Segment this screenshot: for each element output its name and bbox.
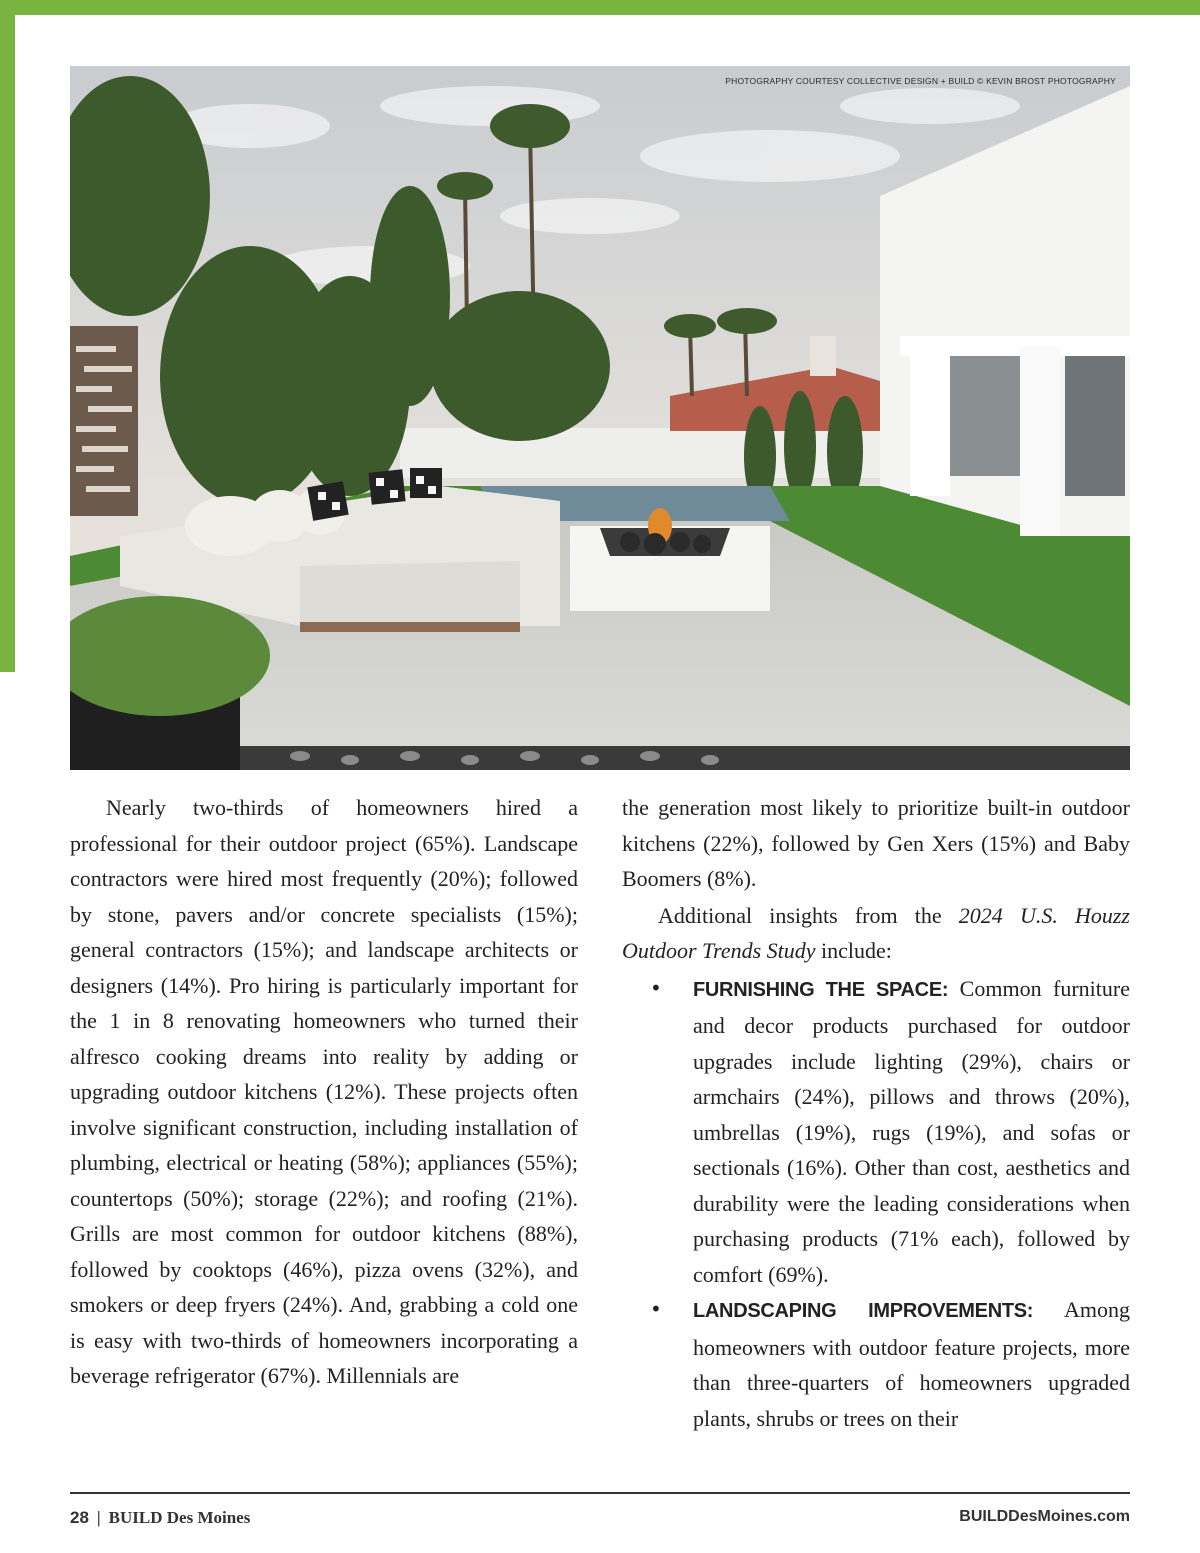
publication-name: BUILD Des Moines xyxy=(108,1508,251,1527)
bullet-text: Among homeowners with outdoor feature projects, more than three-quarters of homeowners upgraded plants, shrubs or trees on their xyxy=(693,1297,1130,1431)
page-number: 28 xyxy=(70,1508,89,1527)
top-accent-bar xyxy=(0,0,1200,15)
footer-rule xyxy=(70,1492,1130,1494)
footer-website: BUILDDesMoines.com xyxy=(959,1508,1130,1525)
side-accent-bar xyxy=(0,0,15,672)
body-paragraph: Nearly two-thirds of homeowners hired a professional for their outdoor project (65%). Landscape contractors were hired most frequently (20%); followed by stone, pavers and/or concrete specialists (15%); general contractors (15%); and landscape architects or designers (14%). Pro hiring is particularly important for the 1 in 8 renovating homeowners who turned their alfresco cooking dreams into reality by adding or upgrading outdoor kitchens (12%). These projects often involve significant construction, including installation of plumbing, electrical or heating (58%); appliances (55%); countertops (50%); storage (22%); and roofing (21%). Grills are most common for outdoor kitchens (88%), followed by cooktops (46%), pizza ovens (32%), and smokers or deep fryers (24%). And, grabbing a cold one is easy with two-thirds of homeowners incorporating a beverage refrigerator (67%). Millennials are xyxy=(70,795,578,1388)
bullet-lead: FURNISHING THE SPACE: xyxy=(693,978,949,1001)
continued-paragraph: the generation most likely to prioritize built-in outdoor kitchens (22%), followed by Gen Xers (15%) and Baby Boomers (8%). xyxy=(622,795,1130,891)
bullet-lead: LANDSCAPING IMPROVEMENTS: xyxy=(693,1300,1034,1322)
patio-image-icon xyxy=(70,66,1130,770)
photo-credit: PHOTOGRAPHY COURTESY COLLECTIVE DESIGN + BUILD © KEVIN BROST PHOTOGRAPHY xyxy=(725,76,1116,86)
left-text-column xyxy=(70,790,578,1394)
study-title: 2024 U.S. Houzz Outdoor Trends Study xyxy=(622,902,1130,963)
list-item xyxy=(622,1292,1130,1436)
insights-list xyxy=(622,971,1130,1437)
footer-separator: | xyxy=(96,1508,101,1527)
list-item xyxy=(622,971,1130,1293)
right-text-column xyxy=(622,790,1130,1436)
bullet-text: Common furniture and decor products purchased for outdoor upgrades include lighting (29%), chairs or armchairs (24%), pillows and throws (20%), umbrellas (19%), rugs (19%), and sofas or sectionals (16%). Other than cost, aesthetics and durability were the leading considerations when purchasing products (71% each), followed by comfort (69%). xyxy=(693,975,1130,1287)
footer-folio xyxy=(70,1508,250,1528)
intro-paragraph xyxy=(622,898,1130,969)
intro-text-after: include: xyxy=(815,938,892,963)
outdoor-patio-photo xyxy=(70,66,1130,770)
intro-text-before: Additional insights from the xyxy=(658,902,959,928)
